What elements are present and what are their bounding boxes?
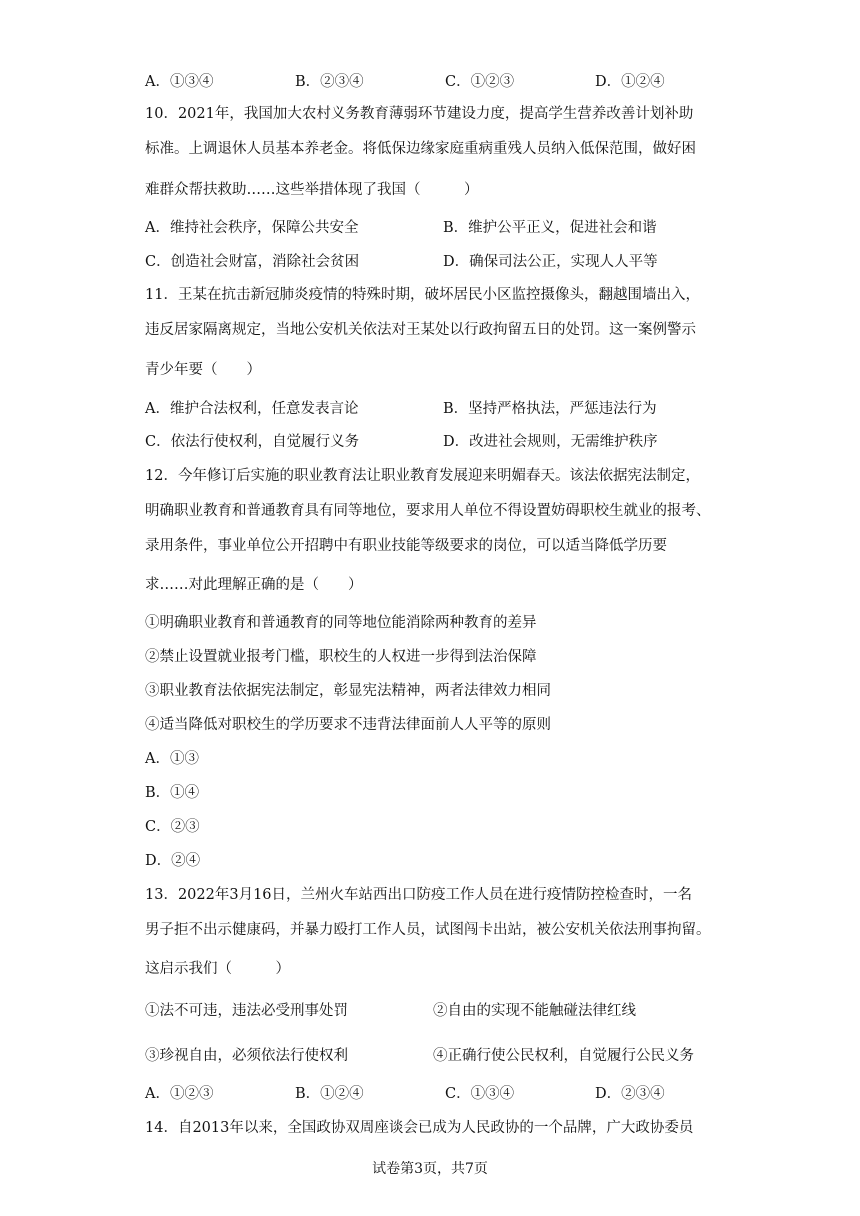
q12-option-d: D．②④ [145,853,201,869]
q9-option-c: C．①②③ [445,74,515,90]
q12-stem-line-3: 录用条件，事业单位公开招聘中有职业技能等级要求的岗位，可以适当降低学历要 [145,538,667,554]
q10-options-row-2 [145,252,745,272]
q9-option-d: D．①②④ [595,74,665,90]
q11-option-d: D．改进社会规则，无需维护秩序 [443,434,658,450]
q13-statement-4: ④正确行使公民权利，自觉履行公民义务 [433,1048,694,1064]
q11-stem-line-3: 青少年要（ ） [145,362,261,378]
q12-option-a: A．①③ [145,751,199,767]
q13-option-b: B．①②④ [295,1086,364,1102]
q11-option-b: B．坚持严格执法，严惩违法行为 [443,401,657,417]
page-footer: 试卷第3页，共7页 [372,1161,488,1177]
q9-option-a: A．①③④ [145,74,214,90]
q12-option-c: C．②③ [145,819,200,835]
q11-stem-line-2: 违反居家隔离规定，当地公安机关依法对王某处以行政拘留五日的处罚。这一案例警示 [145,322,696,338]
q12-statement-3: ③职业教育法依据宪法制定，彰显宪法精神，两者法律效力相同 [145,683,551,699]
q10-stem-line-3: 难群众帮扶救助……这些举措体现了我国（ ） [145,182,479,198]
q13-statement-2: ②自由的实现不能触碰法律红线 [433,1003,636,1019]
q11-stem-line-1: 11．王某在抗击新冠肺炎疫情的特殊时期，破坏居民小区监控摄像头，翻越围墙出入， [145,287,700,303]
q11-options-row-2 [145,432,745,452]
q11-option-a: A．维护合法权利，任意发表言论 [145,401,359,417]
q12-stem-line-1: 12．今年修订后实施的职业教育法让职业教育发展迎来明媚春天。该法依据宪法制定， [145,468,700,484]
q12-stem-line-2: 明确职业教育和普通教育具有同等地位，要求用人单位不得设置妨碍职校生就业的报考、 [145,503,711,519]
q12-statement-2: ②禁止设置就业报考门槛，职校生的人权进一步得到法治保障 [145,649,537,665]
q13-option-c: C．①③④ [445,1086,515,1102]
q13-statements-row-1 [145,1001,745,1021]
q10-stem-line-1: 10．2021年，我国加大农村义务教育薄弱环节建设力度，提高学生营养改善计划补助 [145,106,694,122]
q13-statement-1: ①法不可违，违法必受刑事处罚 [145,1003,348,1019]
q12-statement-1: ①明确职业教育和普通教育的同等地位能消除两种教育的差异 [145,615,537,631]
q10-options-row-1 [145,218,745,238]
q9-option-b: B．②③④ [295,74,364,90]
q13-options [145,1084,745,1104]
q13-option-a: A．①②③ [145,1086,214,1102]
q13-option-d: D．②③④ [595,1086,665,1102]
q12-statement-4: ④适当降低对职校生的学历要求不违背法律面前人人平等的原则 [145,717,551,733]
q13-stem-line-2: 男子拒不出示健康码，并暴力殴打工作人员，试图闯卡出站，被公安机关依法刑事拘留。 [145,922,711,938]
q12-stem-line-4: 求……对此理解正确的是（ ） [145,577,363,593]
q14-stem-line-1: 14．自2013年以来，全国政协双周座谈会已成为人民政协的一个品牌，广大政协委员 [145,1120,694,1136]
q10-option-b: B．维护公平正义，促进社会和谐 [443,220,657,236]
q13-stem-line-3: 这启示我们（ ） [145,961,290,977]
q12-option-b: B．①④ [145,785,200,801]
q11-options-row-1 [145,399,745,419]
q9-options [145,72,745,92]
q13-statement-3: ③珍视自由，必须依法行使权利 [145,1048,348,1064]
q13-stem-line-1: 13．2022年3月16日，兰州火车站西出口防疫工作人员在进行疫情防控检查时，一名 [145,887,693,903]
q11-option-c: C．依法行使权利，自觉履行义务 [145,434,360,450]
q10-option-a: A．维持社会秩序，保障公共安全 [145,220,359,236]
q10-option-c: C．创造社会财富，消除社会贫困 [145,254,360,270]
q10-stem-line-2: 标准。上调退休人员基本养老金。将低保边缘家庭重病重残人员纳入低保范围，做好困 [145,141,696,157]
q13-statements-row-2 [145,1046,745,1066]
q10-option-d: D．确保司法公正，实现人人平等 [443,254,658,270]
